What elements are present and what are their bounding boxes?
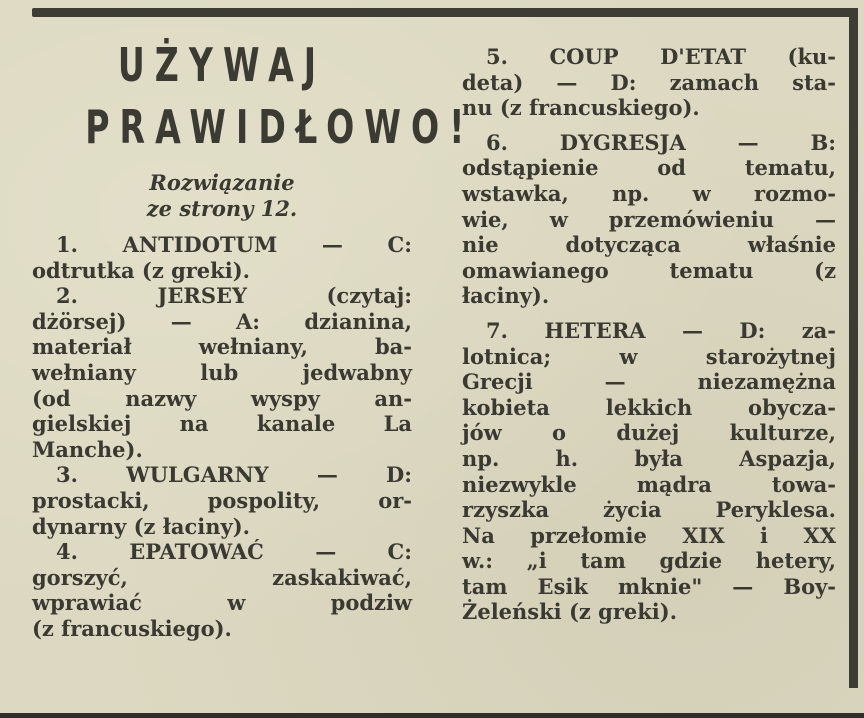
entry-line: lotnica; w starożytnej <box>462 343 836 369</box>
entry-line: gorszyć, zaskakiwać, <box>32 564 412 590</box>
entry-line: nie dotycząca właśnie <box>462 232 836 258</box>
entry-6-dygresja <box>462 130 836 309</box>
entry-1-antidotum <box>32 232 412 283</box>
entry-line: niezwykle mądra towa- <box>462 471 836 497</box>
subtitle <box>32 170 412 222</box>
entry-line: dynarny (z łaciny). <box>32 513 250 539</box>
entry-line: dżörsej) — A: dzianina, <box>32 308 412 334</box>
entry-line: Manche). <box>32 436 143 462</box>
entry-line: nu (z francuskiego). <box>462 95 700 121</box>
entry-line: 5. COUP D'ETAT (ku- <box>486 44 836 69</box>
headline-line-1: UŻYWAJ <box>117 38 327 92</box>
entry-line: prostacki, pospolity, or- <box>32 487 412 513</box>
left-column <box>32 232 412 642</box>
entry-line: odtrutka (z greki). <box>32 257 250 283</box>
bottom-border-rule <box>0 713 864 718</box>
top-border-rule <box>32 8 858 17</box>
entry-line: Żeleński (z greki). <box>462 599 678 625</box>
entry-line: 4. EPATOWAĆ — C: <box>56 539 412 565</box>
subtitle-line-1: Rozwiązanie <box>149 170 295 195</box>
entry-line: materiał wełniany, ba- <box>32 334 412 360</box>
entry-line: deta) — D: zamach sta- <box>462 69 836 95</box>
entry-line: 7. HETERA — D: za- <box>486 317 836 343</box>
entry-line: Grecji — niezamężna <box>462 369 836 395</box>
entry-line: rzyszka życia Peryklesa. <box>462 497 836 523</box>
entry-line: wie, w przemówieniu — <box>462 206 836 232</box>
entry-4-epatowac <box>32 539 412 641</box>
entry-5-coup-detat <box>462 44 836 121</box>
entry-2-jersey <box>32 283 412 462</box>
entry-line: 1. ANTIDOTUM — C: <box>56 232 412 257</box>
entry-line: (od nazwy wyspy an- <box>32 385 412 411</box>
entry-line: łaciny). <box>462 283 550 309</box>
entry-line: omawianego tematu (z <box>462 257 836 283</box>
entry-line: wstawka, np. w rozmo- <box>462 180 836 206</box>
entry-line: odstąpienie od tematu, <box>462 155 836 181</box>
entry-line: np. h. była Aspazja, <box>462 445 836 471</box>
headline-line-2: PRAWIDŁOWO! <box>85 100 475 154</box>
entry-3-wulgarny <box>32 462 412 539</box>
entry-line: kobieta lekkich obycza- <box>462 394 836 420</box>
entry-spacer <box>462 121 836 130</box>
entry-line: 6. DYGRESJA — B: <box>486 129 836 155</box>
entry-line: 3. WULGARNY — D: <box>56 462 412 488</box>
entry-line: gielskiej na kanale La <box>32 411 412 437</box>
entry-line: 2. JERSEY (czytaj: <box>56 283 412 309</box>
entry-spacer <box>462 309 836 318</box>
entry-line: Na przełomie XIX i XX <box>462 522 836 548</box>
entry-line: wełniany lub jedwabny <box>32 359 412 385</box>
entry-line: w.: „i tam gdzie hetery, <box>462 548 836 574</box>
right-border-rule <box>849 8 858 688</box>
entry-line: (z francuskiego). <box>32 615 232 641</box>
entry-7-hetera <box>462 318 836 625</box>
right-column <box>462 44 836 625</box>
subtitle-line-2: ze strony 12. <box>146 196 298 221</box>
entry-line: jów o dużej kulturze, <box>462 420 836 446</box>
entry-line: wprawiać w podziw <box>32 590 412 616</box>
entry-line: tam Esik mknie" — Boy- <box>462 573 836 599</box>
